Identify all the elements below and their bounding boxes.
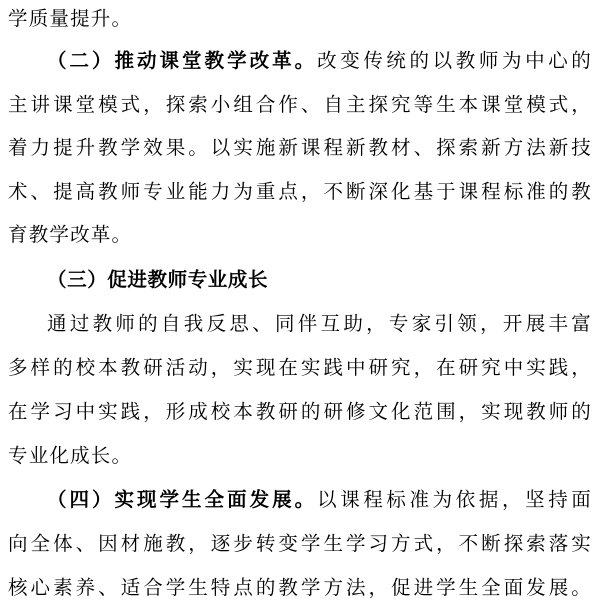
- paragraph-line: 核心素养、适合学生特点的教学方法，促进学生全面发展。: [8, 576, 592, 599]
- section-heading-line: [47, 481, 592, 519]
- paragraph-line: 向全体、因材施教，逐步转变学生学习方式，不断探索落实: [8, 532, 592, 555]
- paragraph-line: 通过教师的自我反思、同伴互助，专家引领，开展丰富: [47, 312, 592, 335]
- paragraph-text: 以课程标准为依据，坚持面: [317, 488, 593, 511]
- paragraph-line: 学质量提升。: [8, 7, 133, 30]
- section-heading: （四）实现学生全面发展。: [47, 488, 318, 511]
- section-heading: （二）推动课堂教学改革。: [47, 49, 318, 72]
- paragraph-line: 专业化成长。: [8, 444, 133, 467]
- paragraph-text: 改变传统的以教师为中心的: [317, 49, 593, 72]
- paragraph-line: 育教学改革。: [8, 223, 133, 246]
- section-heading-line: [47, 42, 592, 80]
- paragraph-line: 术、提高教师专业能力为重点，不断深化基于课程标准的教: [8, 180, 592, 203]
- paragraph-line: 多样的校本教研活动，实现在实践中研究，在研究中实践，: [8, 356, 592, 379]
- section-heading-line: [47, 261, 592, 299]
- paragraph-line: 着力提升教学效果。以实施新课程新教材、探索新方法新技: [8, 136, 592, 159]
- section-heading: （三）促进教师专业成长: [47, 268, 269, 291]
- paragraph-line: 在学习中实践，形成校本教研的研修文化范围，实现教师的: [8, 400, 592, 423]
- paragraph-line: 主讲课堂模式，探索小组合作、自主探究等生本课堂模式，: [8, 93, 592, 116]
